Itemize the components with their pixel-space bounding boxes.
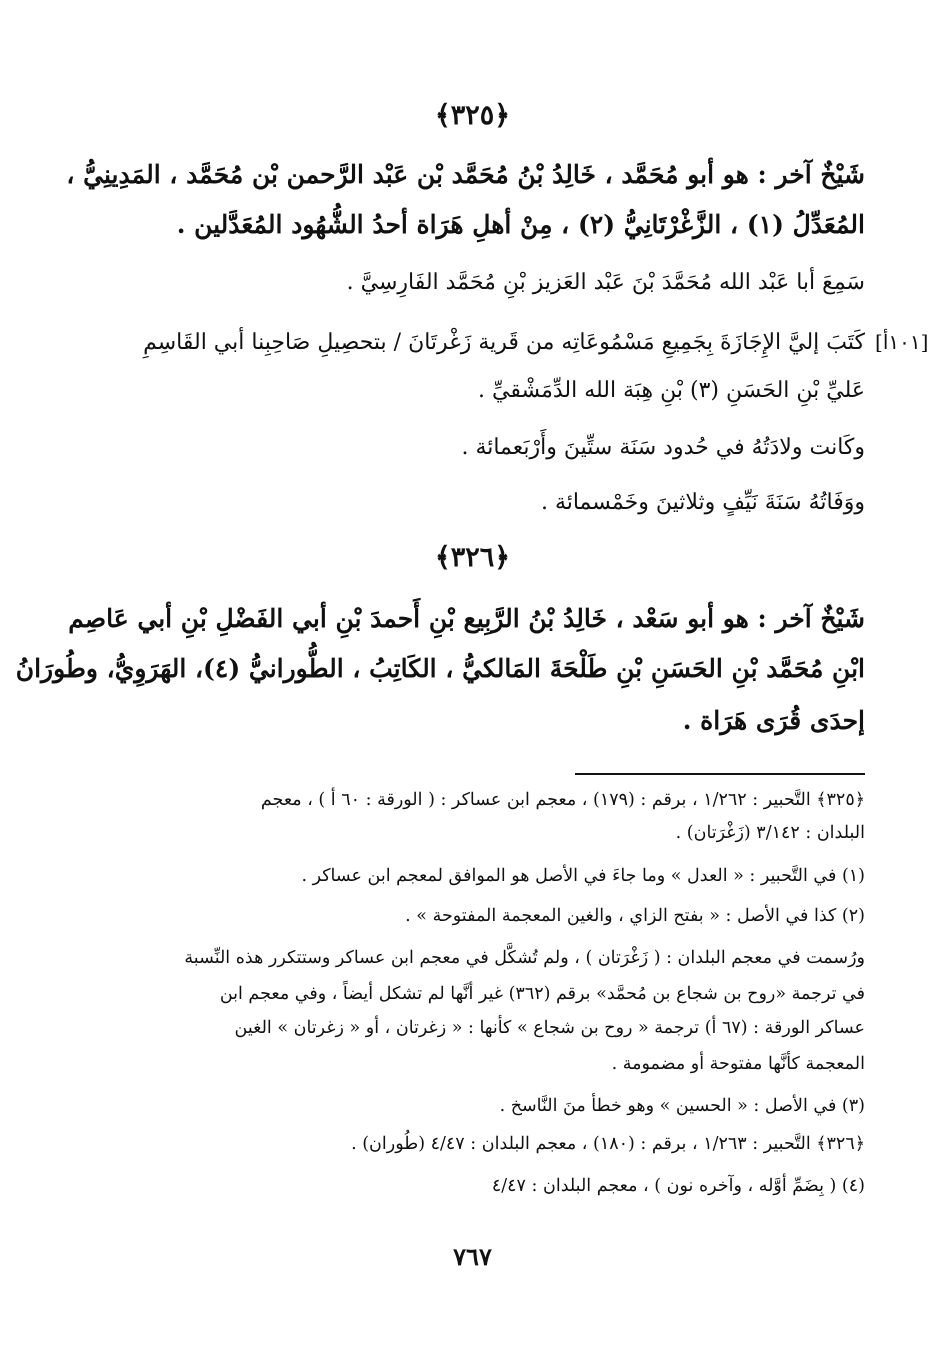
- biography-line: شَيْخٌ آخر : هو أبو مُحَمَّد ، خَالِدُ بْنُ مُحَمَّد بْن عَبْد الرَّحمن بْن مُحَمَّد ، المَدِينِيُّ ،: [66, 160, 865, 189]
- footnote-line: ﴿٣٢٥﴾ التَّحبير : ١/٢٦٢ ، برقم : (١٧٩) ، معجم ابن عساكر : ( الورقة : ٦٠ أ ) ، معجم: [260, 790, 865, 810]
- footnote-line: (٢) كذا في الأصل : « بفتح الزاي ، والغين المعجمة المفتوحة » .: [405, 906, 865, 926]
- footnote-line: البلدان : ٣/١٤٢ (زَغْرَتان) .: [675, 823, 865, 843]
- body-line: عَليِّ بْنِ الحَسَنِ (٣) بْنِ هِبَة الله الدِّمَشْقيِّ .: [478, 378, 865, 403]
- biography-line: ابْنِ مُحَمَّد بْنِ الحَسَنِ بْنِ طَلْحَةَ المَالكيُّ ، الكَاتِبُ ، الطُّورانيُّ (٤)، الهَرَوِيُّ، وطُورَانُ: [15, 654, 865, 683]
- footnote-line: في ترجمة «روح بن شجاع بن مُحمَّد» برقم (٣٦٢) غير أنَّها لم تشكل أيضاً ، وفي معجم ابن: [219, 984, 865, 1004]
- biography-line: إحدَى قُرَى هَرَاة .: [682, 706, 865, 735]
- footnote-line: (٣) في الأصل : « الحسين » وهو خطأ منَ النَّاسخ .: [499, 1096, 865, 1116]
- footnote-separator: [575, 773, 865, 775]
- footnote-line: ﴿٣٢٦﴾ التَّحبير : ١/٢٦٣ ، برقم : (١٨٠) ، معجم البلدان : ٤/٤٧ (طُوران) .: [351, 1134, 865, 1154]
- page-number: ٧٦٧: [453, 1242, 492, 1271]
- body-line: ووَفَاتُهُ سَنَةَ نَيِّفٍ وثلاثينَ وخَمْسمائة .: [540, 490, 865, 515]
- entry-number: ﴿٣٢٦﴾: [434, 542, 511, 573]
- biography-line: شَيْخٌ آخر : هو أبو سَعْد ، خَالِدُ بْنُ الرَّبِيع بْنِ أَحمدَ بْنِ أبي الفَضْلِ بْنِ أبي عَاصِم: [68, 604, 865, 633]
- body-line: سَمِعَ أبا عَبْد الله مُحَمَّدَ بْنَ عَبْد العَزيز بْنِ مُحَمَّد الفَارِسِيَّ .: [346, 270, 865, 295]
- entry-number: ﴿٣٢٥﴾: [434, 100, 511, 131]
- footnote-line: ورُسمت في معجم البلدان : ( زَغْرَتان ) ، ولم تُشكَّل في معجم ابن عساكر وستتكرر هذه النِّسبة: [184, 948, 865, 968]
- footnote-line: المعجمة كأنَّها مفتوحة أو مضمومة .: [611, 1054, 865, 1074]
- biography-line: المُعَدِّلُ (١) ، الزَّغْرْتَانِيُّ (٢) ، مِنْ أهلِ هَرَاة أحدُ الشُّهُود المُعَدَّلين .: [176, 210, 865, 239]
- body-line: وكَانت ولادَتُهُ في حُدود سَنَة ستِّينَ وأَرْبَعمائة .: [461, 435, 865, 460]
- footnote-line: (٤) ( بِضَمِّ أوَّله ، وآخره نون ) ، معجم البلدان : ٤/٤٧: [491, 1176, 865, 1196]
- footnote-line: (١) في التَّحبير : « العدل » وما جاءَ في الأصل هو الموافق لمعجم ابن عساكر .: [301, 866, 865, 886]
- footnote-line: عساكر الورقة : (٦٧ أ) ترجمة « روح بن شجاع » كأنها : « زغرتان ، أو « زغرتان » الغين: [234, 1018, 865, 1038]
- margin-folio-reference: [١٠١أ]: [875, 330, 929, 354]
- body-line: كَتَبَ إليَّ الإِجَازَةَ بِجَمِيعِ مَسْمُوعَاتِه من قَرية زَغْرتَانَ / بتحصِيلِ صَاحِبِنا أبي القَاسِمِ: [143, 330, 865, 355]
